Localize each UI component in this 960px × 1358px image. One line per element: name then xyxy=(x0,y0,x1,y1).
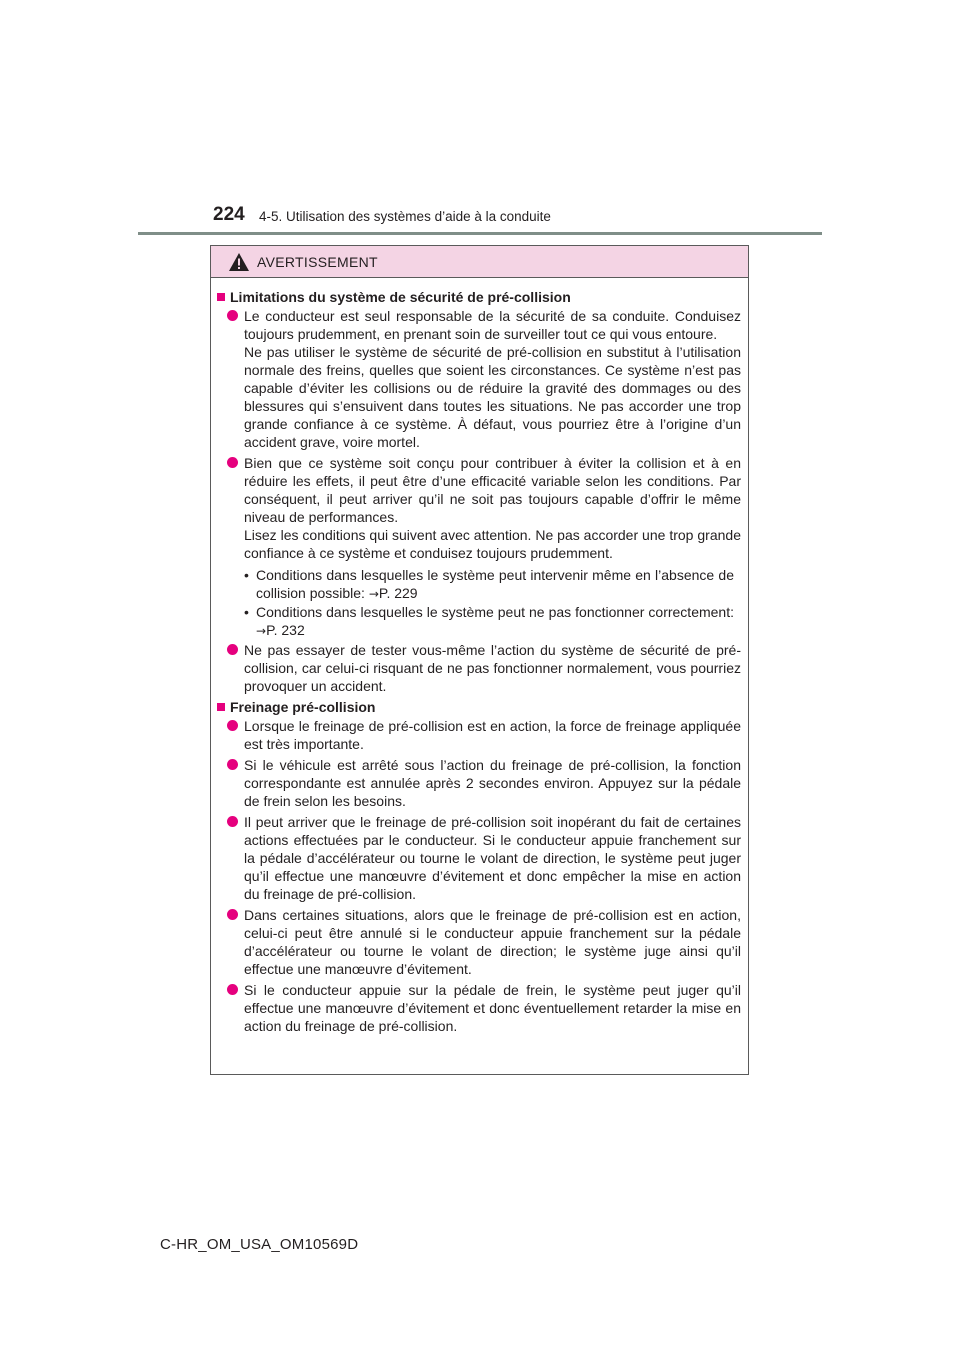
document-code: C-HR_OM_USA_OM10569D xyxy=(160,1236,359,1253)
bullet-dot-icon xyxy=(227,310,238,321)
list-item xyxy=(217,717,741,753)
arrow-icon: → xyxy=(256,624,267,638)
sublist-text: Conditions dans lesquelles le système peut intervenir même en l’absence de collision possible: xyxy=(256,567,734,601)
warning-body xyxy=(211,278,748,1035)
paragraph: Ne pas essayer de tester vous-même l’action du système de sécurité de pré-collision, car celui-ci risquant de ne pas fonctionner normalement, vous pourriez provoquer un accident. xyxy=(244,642,741,694)
list-item xyxy=(217,641,741,695)
warning-triangle-icon xyxy=(228,252,250,272)
paragraph: Si le conducteur appuie sur la pédale de frein, le système peut juger qu’il effectue une manœuvre d’évitement et donc éventuellement retarder la mise en action du freinage de pré-collision. xyxy=(244,982,741,1034)
paragraph: Si le véhicule est arrêté sous l’action du freinage de pré-collision, la fonction correspondante est annulée après 2 secondes environ. Appuyez sur la pédale de frein selon les besoins. xyxy=(244,757,741,809)
paragraph: Dans certaines situations, alors que le freinage de pré-collision est en action, celui-ci peut être annulé si le conducteur appuie franchement sur la pédale d’accélérateur ou tourne le volant de direction; le système juge ainsi qu’il effectue une manœuvre d’évitement. xyxy=(244,907,741,977)
sublist-item xyxy=(217,566,741,603)
list-item xyxy=(217,981,741,1035)
page-reference-link[interactable]: P. 232 xyxy=(266,622,305,638)
bullet-dot-icon xyxy=(227,759,238,770)
paragraph: Le conducteur est seul responsable de la sécurité de sa conduite. Conduisez toujours prudemment, en prenant soin de surveiller tout ce qui vous entoure. xyxy=(244,308,741,342)
sublist xyxy=(217,566,741,640)
paragraph: Bien que ce système soit conçu pour contribuer à éviter la collision et à en réduire les effets, il peut être d’une efficacité variable selon les conditions. Par conséquent, il peut arriver qu’il ne soit pas toujours capable d’offrir le même niveau de performances. xyxy=(244,455,741,525)
list-item xyxy=(217,454,741,562)
header-rule xyxy=(138,232,822,235)
warning-header xyxy=(211,246,748,278)
sublist-item xyxy=(217,603,741,640)
list-item xyxy=(217,813,741,903)
sublist-bullet: • xyxy=(244,604,249,620)
paragraph: Il peut arriver que le freinage de pré-collision soit inopérant du fait de certaines actions effectuées par le conducteur. Si le conducteur appuie franchement sur la pédale d’accélérateur ou tourne le volant de direction, le système peut juger qu’il effectue une manœuvre d’évitement et donc empêcher la mise en action du freinage de pré-collision. xyxy=(244,814,741,902)
sublist-bullet: • xyxy=(244,567,249,583)
page-number: 224 xyxy=(213,204,245,225)
paragraph: Lisez les conditions qui suivent avec attention. Ne pas accorder une trop grande confiance à ce système et conduisez toujours prudemment. xyxy=(244,527,741,561)
bullet-dot-icon xyxy=(227,909,238,920)
section-heading xyxy=(217,288,741,306)
square-bullet-icon xyxy=(217,293,225,301)
arrow-icon: → xyxy=(368,587,379,601)
list-item xyxy=(217,906,741,978)
square-bullet-icon xyxy=(217,703,225,711)
bullet-dot-icon xyxy=(227,644,238,655)
paragraph: Lorsque le freinage de pré-collision est en action, la force de freinage appliquée est très importante. xyxy=(244,718,741,752)
paragraph: Ne pas utiliser le système de sécurité de pré-collision en substitut à l’utilisation normale des freins, quelles que soient les circonstances. Ce système n’est pas capable d’éviter les collisions ou de réduire la gravité des dommages ou des blessures qui s’ensuivent dans toutes les situations. Ne pas accorder une trop grande confiance à ce système. À défaut, vous pourriez être à l’origine d’un accident grave, voire mortel. xyxy=(244,344,741,450)
sublist-text: Conditions dans lesquelles le système peut ne pas fonctionner correctement: xyxy=(256,604,734,620)
warning-box xyxy=(210,245,749,1075)
page-reference-link[interactable]: P. 229 xyxy=(378,585,418,601)
section-heading-text: Freinage pré-collision xyxy=(230,699,376,715)
bullet-dot-icon xyxy=(227,984,238,995)
bullet-dot-icon xyxy=(227,816,238,827)
warning-title: AVERTISSEMENT xyxy=(257,253,378,270)
bullet-dot-icon xyxy=(227,720,238,731)
list-item xyxy=(217,756,741,810)
section-heading-text: Limitations du système de sécurité de pré-collision xyxy=(230,289,571,305)
section-title: 4-5. Utilisation des systèmes d’aide à la conduite xyxy=(259,209,551,224)
section-heading xyxy=(217,698,741,716)
bullet-dot-icon xyxy=(227,457,238,468)
list-item xyxy=(217,307,741,451)
